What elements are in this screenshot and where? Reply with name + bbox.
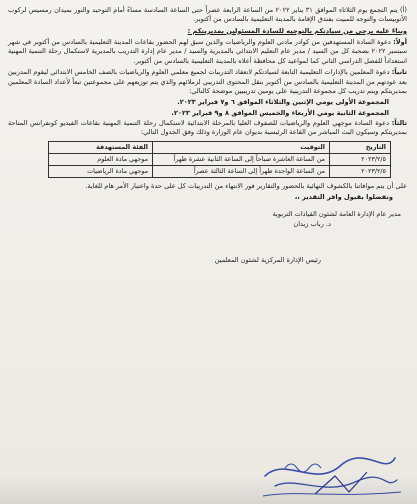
section-third-text: دعوة السادة موجهي العلوم والرياضيات للصفوف العليا بالمرحلة الابتدائية لاستكمال رحلة التنمية المهنية بقاعات الفيديو كونفرانس المتاحة بمديريتكم وسيكون البث المباشر من القاعة الرئيسية بديوان عام الوزارة وذلك وفق الجدول التالي: (8, 118, 407, 137)
row2-time: من الساعة الواحدة ظهراً إلى الساعة الثالثة عصراً (153, 165, 330, 177)
closing-request: على أن يتم موافاتنا بالكشوف النهائية بالحضور والتقارير فور الانتهاء من التدريبات كل على حدة واعتبار الأمر هام للغاية. (85, 181, 407, 190)
signature1-name: د. رباب زيدان (293, 220, 331, 229)
row1-target: موجهي مادة العلوم (49, 153, 153, 165)
table-row (49, 165, 391, 177)
header-date: التاريخ (330, 141, 391, 153)
request-line: وبناءً عليه يرجى من سيادتكم بالتوجيه للسادة المسئولين بمديريتكم : (187, 26, 407, 35)
table-header-row (49, 141, 391, 153)
table-row (49, 153, 391, 165)
signature2-title: رئيس الإدارة المركزية لشئون المعلمين (214, 256, 321, 265)
official-stamp-graphic (255, 446, 405, 502)
group-one: المجموعة الأولى يومي الإثنين والثلاثاء الموافق ٦ و٧ فبراير ٢٠٢٣. (177, 98, 389, 107)
row1-time: من الساعة العاشرة صباحاً إلى الساعة الثانية عشرة ظهراً (153, 153, 330, 165)
section-third-lead: ثالثاً: (391, 118, 407, 127)
signature1-title: مدير عام الإدارة العامة لشئون القيادات التربوية (272, 210, 401, 219)
signature-block-1 (8, 210, 407, 230)
signature-block-2 (8, 256, 407, 266)
header-time: التوقيت (153, 141, 330, 153)
section-first-lead: أولاً: (393, 38, 407, 47)
row2-date: ٢٠٢٣/٢/٥ (330, 165, 391, 177)
section-first-text: دعوة السادة المستهدفين من كوادر مادتي العلوم والرياضيات والذين سبق لهم الحضور بقاعات المدينة التعليمية بالسادس من أكتوبر في شهر سبتمبر ٢٠٢٢ بصحبة كل من السيد / مدير عام التعليم الابتدائي بالمديرية والسيد / مدير عام إدارة التدريب بالمديرية لاستكمال رحلة التنمية المهنية استعداداً للفصل الدراسي الثاني كما لمواعيد كل محافظة أعلاه بالمدينة التعليمية بالسادس من أكتوبر. (8, 38, 407, 65)
row1-date: ٢٠٢٣/٢/٥ (330, 153, 391, 165)
section-second-lead: ثانياً: (391, 68, 407, 77)
section-third (8, 119, 407, 138)
intro-paragraph: (أ) يتم التجمع يوم الثلاثاء الموافق ٣١ يناير ٢٠٢٢ من الساعة الرابعة عصراً حتى الساعة السادسة مساءً أمام التوحيد والنور بميدان رمسيس لركوب الأتوبيسات والتوجه للمبيت بفندق الإقامة بالمدينة التعليمية بالسادس من أكتوبر. (8, 6, 407, 24)
thanks-line: وتفضلوا بقبول وافر التقدير ،، (294, 193, 393, 202)
section-first (8, 38, 407, 66)
section-second-text: دعوة المعلمين بالإدارات التعليمية التابعة لسيادتكم لانعقاد التدريبات لجميع معلمي العلوم والرياضيات بالصف الخامس الابتدائي ليقوم المدربين بعد عودتهم من المدينة التعليمية بالسادس من أكتوبر بنقل المحتوى التدريبي لزملائهم والذي يتم توزيعهم على مجموعتين تبعاً لأعداد السادة المعلمين بمديريتكم ويتم تدريب كل مجموعة التدريبية على يومين تدريبيين موضحة كالتالي: (8, 68, 407, 95)
section-second (8, 68, 407, 96)
group-two: المجموعة الثانية يومي الأربعاء والخميس الموافق ٨ و٩ فبراير ٢٠٢٣. (171, 108, 389, 117)
schedule-table (48, 141, 391, 178)
header-target: الفئة المستهدفة (49, 141, 153, 153)
row2-target: موجهي مادة الرياضيات (49, 165, 153, 177)
